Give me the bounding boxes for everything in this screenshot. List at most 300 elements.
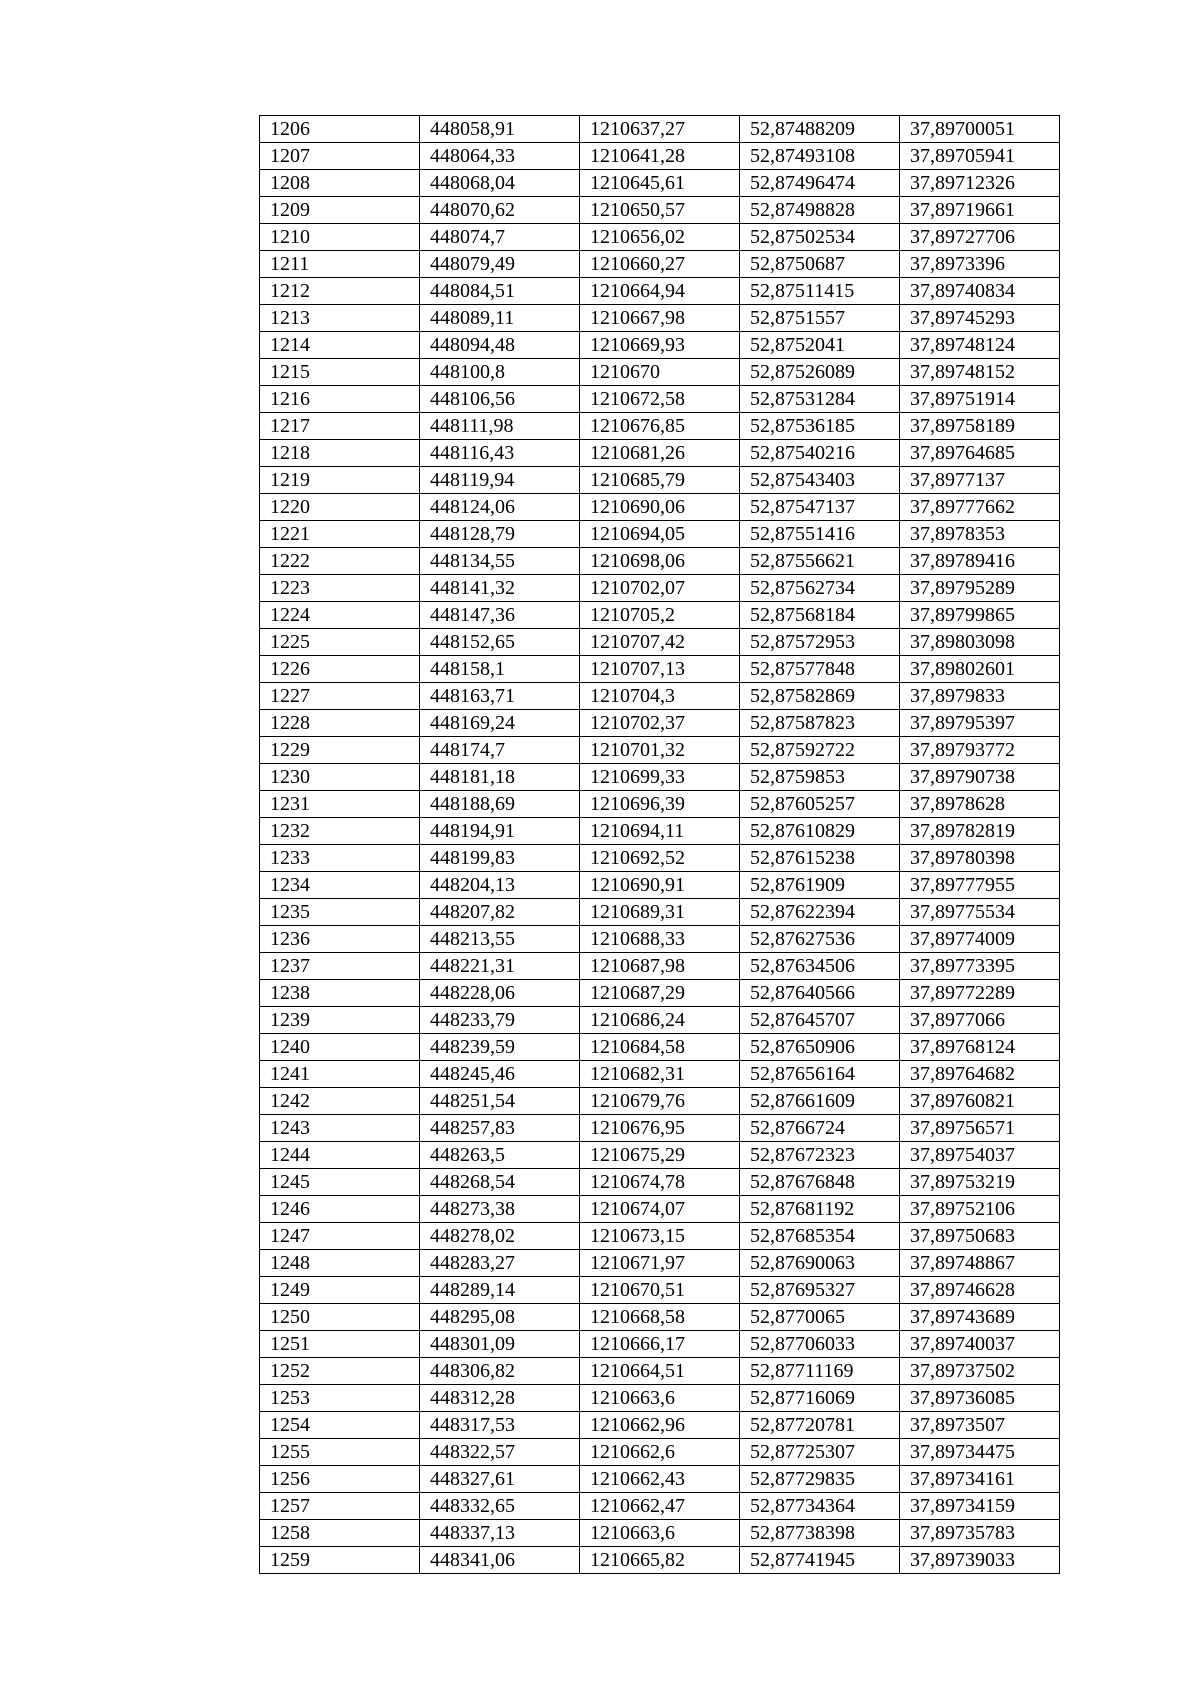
y-coordinate-cell: 1210707,13 xyxy=(580,656,740,683)
y-coordinate-cell: 1210684,58 xyxy=(580,1034,740,1061)
x-coordinate-cell: 448152,65 xyxy=(420,629,580,656)
point-number-cell: 1221 xyxy=(260,521,420,548)
y-coordinate-cell: 1210663,6 xyxy=(580,1520,740,1547)
longitude-cell: 37,89705941 xyxy=(900,143,1060,170)
point-number-cell: 1243 xyxy=(260,1115,420,1142)
latitude-cell: 52,87656164 xyxy=(740,1061,900,1088)
x-coordinate-cell: 448233,79 xyxy=(420,1007,580,1034)
point-number-cell: 1216 xyxy=(260,386,420,413)
longitude-cell: 37,89750683 xyxy=(900,1223,1060,1250)
point-number-cell: 1255 xyxy=(260,1439,420,1466)
y-coordinate-cell: 1210702,37 xyxy=(580,710,740,737)
x-coordinate-cell: 448337,13 xyxy=(420,1520,580,1547)
point-number-cell: 1247 xyxy=(260,1223,420,1250)
x-coordinate-cell: 448204,13 xyxy=(420,872,580,899)
longitude-cell: 37,89727706 xyxy=(900,224,1060,251)
table-row xyxy=(260,1412,1060,1439)
latitude-cell: 52,87592722 xyxy=(740,737,900,764)
point-number-cell: 1219 xyxy=(260,467,420,494)
point-number-cell: 1228 xyxy=(260,710,420,737)
point-number-cell: 1253 xyxy=(260,1385,420,1412)
y-coordinate-cell: 1210637,27 xyxy=(580,116,740,143)
latitude-cell: 52,87729835 xyxy=(740,1466,900,1493)
y-coordinate-cell: 1210662,6 xyxy=(580,1439,740,1466)
longitude-cell: 37,89739033 xyxy=(900,1547,1060,1574)
longitude-cell: 37,8977137 xyxy=(900,467,1060,494)
y-coordinate-cell: 1210705,2 xyxy=(580,602,740,629)
y-coordinate-cell: 1210641,28 xyxy=(580,143,740,170)
table-row xyxy=(260,521,1060,548)
longitude-cell: 37,89740834 xyxy=(900,278,1060,305)
latitude-cell: 52,87498828 xyxy=(740,197,900,224)
point-number-cell: 1218 xyxy=(260,440,420,467)
longitude-cell: 37,89760821 xyxy=(900,1088,1060,1115)
x-coordinate-cell: 448317,53 xyxy=(420,1412,580,1439)
point-number-cell: 1230 xyxy=(260,764,420,791)
longitude-cell: 37,89737502 xyxy=(900,1358,1060,1385)
latitude-cell: 52,87672323 xyxy=(740,1142,900,1169)
table-row xyxy=(260,1088,1060,1115)
point-number-cell: 1232 xyxy=(260,818,420,845)
x-coordinate-cell: 448273,38 xyxy=(420,1196,580,1223)
y-coordinate-cell: 1210667,98 xyxy=(580,305,740,332)
table-row xyxy=(260,440,1060,467)
table-row xyxy=(260,629,1060,656)
y-coordinate-cell: 1210676,85 xyxy=(580,413,740,440)
y-coordinate-cell: 1210698,06 xyxy=(580,548,740,575)
x-coordinate-cell: 448058,91 xyxy=(420,116,580,143)
y-coordinate-cell: 1210701,32 xyxy=(580,737,740,764)
point-number-cell: 1220 xyxy=(260,494,420,521)
latitude-cell: 52,87706033 xyxy=(740,1331,900,1358)
longitude-cell: 37,89782819 xyxy=(900,818,1060,845)
longitude-cell: 37,89772289 xyxy=(900,980,1060,1007)
x-coordinate-cell: 448228,06 xyxy=(420,980,580,1007)
point-number-cell: 1206 xyxy=(260,116,420,143)
x-coordinate-cell: 448141,32 xyxy=(420,575,580,602)
y-coordinate-cell: 1210668,58 xyxy=(580,1304,740,1331)
table-row xyxy=(260,818,1060,845)
latitude-cell: 52,87547137 xyxy=(740,494,900,521)
x-coordinate-cell: 448332,65 xyxy=(420,1493,580,1520)
point-number-cell: 1254 xyxy=(260,1412,420,1439)
y-coordinate-cell: 1210676,95 xyxy=(580,1115,740,1142)
longitude-cell: 37,8973396 xyxy=(900,251,1060,278)
y-coordinate-cell: 1210687,98 xyxy=(580,953,740,980)
table-row xyxy=(260,197,1060,224)
point-number-cell: 1207 xyxy=(260,143,420,170)
y-coordinate-cell: 1210656,02 xyxy=(580,224,740,251)
y-coordinate-cell: 1210690,91 xyxy=(580,872,740,899)
longitude-cell: 37,89790738 xyxy=(900,764,1060,791)
x-coordinate-cell: 448147,36 xyxy=(420,602,580,629)
longitude-cell: 37,8979833 xyxy=(900,683,1060,710)
y-coordinate-cell: 1210674,07 xyxy=(580,1196,740,1223)
point-number-cell: 1211 xyxy=(260,251,420,278)
longitude-cell: 37,89802601 xyxy=(900,656,1060,683)
point-number-cell: 1212 xyxy=(260,278,420,305)
longitude-cell: 37,89751914 xyxy=(900,386,1060,413)
table-row xyxy=(260,926,1060,953)
x-coordinate-cell: 448079,49 xyxy=(420,251,580,278)
table-row xyxy=(260,1331,1060,1358)
y-coordinate-cell: 1210675,29 xyxy=(580,1142,740,1169)
point-number-cell: 1238 xyxy=(260,980,420,1007)
x-coordinate-cell: 448134,55 xyxy=(420,548,580,575)
x-coordinate-cell: 448213,55 xyxy=(420,926,580,953)
y-coordinate-cell: 1210673,15 xyxy=(580,1223,740,1250)
latitude-cell: 52,87645707 xyxy=(740,1007,900,1034)
latitude-cell: 52,87720781 xyxy=(740,1412,900,1439)
latitude-cell: 52,87738398 xyxy=(740,1520,900,1547)
table-row xyxy=(260,386,1060,413)
table-row xyxy=(260,305,1060,332)
y-coordinate-cell: 1210687,29 xyxy=(580,980,740,1007)
latitude-cell: 52,87556621 xyxy=(740,548,900,575)
point-number-cell: 1251 xyxy=(260,1331,420,1358)
latitude-cell: 52,87695327 xyxy=(740,1277,900,1304)
latitude-cell: 52,87711169 xyxy=(740,1358,900,1385)
latitude-cell: 52,87531284 xyxy=(740,386,900,413)
table-row xyxy=(260,1196,1060,1223)
x-coordinate-cell: 448064,33 xyxy=(420,143,580,170)
x-coordinate-cell: 448094,48 xyxy=(420,332,580,359)
x-coordinate-cell: 448268,54 xyxy=(420,1169,580,1196)
latitude-cell: 52,87685354 xyxy=(740,1223,900,1250)
table-row xyxy=(260,413,1060,440)
longitude-cell: 37,89795397 xyxy=(900,710,1060,737)
latitude-cell: 52,87661609 xyxy=(740,1088,900,1115)
longitude-cell: 37,89736085 xyxy=(900,1385,1060,1412)
y-coordinate-cell: 1210645,61 xyxy=(580,170,740,197)
latitude-cell: 52,87587823 xyxy=(740,710,900,737)
table-row xyxy=(260,251,1060,278)
x-coordinate-cell: 448188,69 xyxy=(420,791,580,818)
y-coordinate-cell: 1210686,24 xyxy=(580,1007,740,1034)
latitude-cell: 52,87572953 xyxy=(740,629,900,656)
table-row xyxy=(260,1277,1060,1304)
y-coordinate-cell: 1210650,57 xyxy=(580,197,740,224)
y-coordinate-cell: 1210689,31 xyxy=(580,899,740,926)
table-row xyxy=(260,710,1060,737)
table-row xyxy=(260,1385,1060,1412)
longitude-cell: 37,89746628 xyxy=(900,1277,1060,1304)
table-row xyxy=(260,1304,1060,1331)
y-coordinate-cell: 1210662,96 xyxy=(580,1412,740,1439)
latitude-cell: 52,87734364 xyxy=(740,1493,900,1520)
y-coordinate-cell: 1210696,39 xyxy=(580,791,740,818)
y-coordinate-cell: 1210681,26 xyxy=(580,440,740,467)
x-coordinate-cell: 448084,51 xyxy=(420,278,580,305)
y-coordinate-cell: 1210685,79 xyxy=(580,467,740,494)
point-number-cell: 1231 xyxy=(260,791,420,818)
longitude-cell: 37,89754037 xyxy=(900,1142,1060,1169)
latitude-cell: 52,87615238 xyxy=(740,845,900,872)
longitude-cell: 37,8978628 xyxy=(900,791,1060,818)
point-number-cell: 1258 xyxy=(260,1520,420,1547)
x-coordinate-cell: 448074,7 xyxy=(420,224,580,251)
point-number-cell: 1256 xyxy=(260,1466,420,1493)
x-coordinate-cell: 448263,5 xyxy=(420,1142,580,1169)
table-row xyxy=(260,494,1060,521)
latitude-cell: 52,87568184 xyxy=(740,602,900,629)
longitude-cell: 37,89748867 xyxy=(900,1250,1060,1277)
table-row xyxy=(260,602,1060,629)
table-row xyxy=(260,1547,1060,1574)
y-coordinate-cell: 1210692,52 xyxy=(580,845,740,872)
point-number-cell: 1250 xyxy=(260,1304,420,1331)
longitude-cell: 37,89734161 xyxy=(900,1466,1060,1493)
y-coordinate-cell: 1210707,42 xyxy=(580,629,740,656)
longitude-cell: 37,8977066 xyxy=(900,1007,1060,1034)
latitude-cell: 52,8766724 xyxy=(740,1115,900,1142)
y-coordinate-cell: 1210679,76 xyxy=(580,1088,740,1115)
point-number-cell: 1259 xyxy=(260,1547,420,1574)
x-coordinate-cell: 448312,28 xyxy=(420,1385,580,1412)
longitude-cell: 37,8978353 xyxy=(900,521,1060,548)
longitude-cell: 37,89793772 xyxy=(900,737,1060,764)
x-coordinate-cell: 448306,82 xyxy=(420,1358,580,1385)
longitude-cell: 37,89789416 xyxy=(900,548,1060,575)
point-number-cell: 1214 xyxy=(260,332,420,359)
latitude-cell: 52,8770065 xyxy=(740,1304,900,1331)
latitude-cell: 52,87725307 xyxy=(740,1439,900,1466)
point-number-cell: 1241 xyxy=(260,1061,420,1088)
longitude-cell: 37,89743689 xyxy=(900,1304,1060,1331)
latitude-cell: 52,87488209 xyxy=(740,116,900,143)
y-coordinate-cell: 1210704,3 xyxy=(580,683,740,710)
point-number-cell: 1240 xyxy=(260,1034,420,1061)
point-number-cell: 1239 xyxy=(260,1007,420,1034)
longitude-cell: 37,89700051 xyxy=(900,116,1060,143)
x-coordinate-cell: 448070,62 xyxy=(420,197,580,224)
table-row xyxy=(260,170,1060,197)
table-row xyxy=(260,845,1060,872)
point-number-cell: 1209 xyxy=(260,197,420,224)
longitude-cell: 37,89735783 xyxy=(900,1520,1060,1547)
longitude-cell: 37,8973507 xyxy=(900,1412,1060,1439)
table-row xyxy=(260,1034,1060,1061)
x-coordinate-cell: 448322,57 xyxy=(420,1439,580,1466)
latitude-cell: 52,87493108 xyxy=(740,143,900,170)
latitude-cell: 52,87716069 xyxy=(740,1385,900,1412)
table-row xyxy=(260,1358,1060,1385)
x-coordinate-cell: 448089,11 xyxy=(420,305,580,332)
table-row xyxy=(260,1061,1060,1088)
latitude-cell: 52,87676848 xyxy=(740,1169,900,1196)
table-row xyxy=(260,1007,1060,1034)
y-coordinate-cell: 1210699,33 xyxy=(580,764,740,791)
longitude-cell: 37,89764682 xyxy=(900,1061,1060,1088)
longitude-cell: 37,89777662 xyxy=(900,494,1060,521)
table-row xyxy=(260,332,1060,359)
latitude-cell: 52,87582869 xyxy=(740,683,900,710)
x-coordinate-cell: 448158,1 xyxy=(420,656,580,683)
point-number-cell: 1234 xyxy=(260,872,420,899)
coordinates-table xyxy=(259,115,1060,1574)
y-coordinate-cell: 1210662,47 xyxy=(580,1493,740,1520)
table-row xyxy=(260,1250,1060,1277)
latitude-cell: 52,87540216 xyxy=(740,440,900,467)
latitude-cell: 52,87610829 xyxy=(740,818,900,845)
latitude-cell: 52,87605257 xyxy=(740,791,900,818)
point-number-cell: 1208 xyxy=(260,170,420,197)
table-row xyxy=(260,467,1060,494)
latitude-cell: 52,87551416 xyxy=(740,521,900,548)
point-number-cell: 1229 xyxy=(260,737,420,764)
point-number-cell: 1223 xyxy=(260,575,420,602)
y-coordinate-cell: 1210682,31 xyxy=(580,1061,740,1088)
longitude-cell: 37,89734159 xyxy=(900,1493,1060,1520)
x-coordinate-cell: 448251,54 xyxy=(420,1088,580,1115)
x-coordinate-cell: 448278,02 xyxy=(420,1223,580,1250)
point-number-cell: 1210 xyxy=(260,224,420,251)
y-coordinate-cell: 1210666,17 xyxy=(580,1331,740,1358)
latitude-cell: 52,87741945 xyxy=(740,1547,900,1574)
longitude-cell: 37,89740037 xyxy=(900,1331,1060,1358)
longitude-cell: 37,89748124 xyxy=(900,332,1060,359)
longitude-cell: 37,89758189 xyxy=(900,413,1060,440)
point-number-cell: 1224 xyxy=(260,602,420,629)
point-number-cell: 1213 xyxy=(260,305,420,332)
table-row xyxy=(260,359,1060,386)
x-coordinate-cell: 448169,24 xyxy=(420,710,580,737)
x-coordinate-cell: 448221,31 xyxy=(420,953,580,980)
point-number-cell: 1225 xyxy=(260,629,420,656)
x-coordinate-cell: 448124,06 xyxy=(420,494,580,521)
table-row xyxy=(260,1223,1060,1250)
coordinates-table-body xyxy=(260,116,1060,1574)
table-row xyxy=(260,764,1060,791)
longitude-cell: 37,89799865 xyxy=(900,602,1060,629)
table-row xyxy=(260,1142,1060,1169)
y-coordinate-cell: 1210672,58 xyxy=(580,386,740,413)
latitude-cell: 52,87526089 xyxy=(740,359,900,386)
longitude-cell: 37,89768124 xyxy=(900,1034,1060,1061)
point-number-cell: 1236 xyxy=(260,926,420,953)
y-coordinate-cell: 1210664,94 xyxy=(580,278,740,305)
point-number-cell: 1246 xyxy=(260,1196,420,1223)
point-number-cell: 1242 xyxy=(260,1088,420,1115)
x-coordinate-cell: 448289,14 xyxy=(420,1277,580,1304)
longitude-cell: 37,89752106 xyxy=(900,1196,1060,1223)
x-coordinate-cell: 448257,83 xyxy=(420,1115,580,1142)
point-number-cell: 1235 xyxy=(260,899,420,926)
x-coordinate-cell: 448181,18 xyxy=(420,764,580,791)
y-coordinate-cell: 1210670,51 xyxy=(580,1277,740,1304)
latitude-cell: 52,8751557 xyxy=(740,305,900,332)
x-coordinate-cell: 448116,43 xyxy=(420,440,580,467)
table-row xyxy=(260,980,1060,1007)
table-row xyxy=(260,548,1060,575)
table-row xyxy=(260,143,1060,170)
table-row xyxy=(260,1439,1060,1466)
table-row xyxy=(260,278,1060,305)
latitude-cell: 52,87622394 xyxy=(740,899,900,926)
y-coordinate-cell: 1210662,43 xyxy=(580,1466,740,1493)
x-coordinate-cell: 448119,94 xyxy=(420,467,580,494)
table-row xyxy=(260,683,1060,710)
y-coordinate-cell: 1210690,06 xyxy=(580,494,740,521)
y-coordinate-cell: 1210670 xyxy=(580,359,740,386)
y-coordinate-cell: 1210674,78 xyxy=(580,1169,740,1196)
latitude-cell: 52,87681192 xyxy=(740,1196,900,1223)
point-number-cell: 1233 xyxy=(260,845,420,872)
latitude-cell: 52,87650906 xyxy=(740,1034,900,1061)
longitude-cell: 37,89777955 xyxy=(900,872,1060,899)
x-coordinate-cell: 448301,09 xyxy=(420,1331,580,1358)
table-row xyxy=(260,1115,1060,1142)
latitude-cell: 52,87562734 xyxy=(740,575,900,602)
longitude-cell: 37,89780398 xyxy=(900,845,1060,872)
point-number-cell: 1227 xyxy=(260,683,420,710)
x-coordinate-cell: 448128,79 xyxy=(420,521,580,548)
point-number-cell: 1237 xyxy=(260,953,420,980)
point-number-cell: 1248 xyxy=(260,1250,420,1277)
latitude-cell: 52,87536185 xyxy=(740,413,900,440)
y-coordinate-cell: 1210663,6 xyxy=(580,1385,740,1412)
table-row xyxy=(260,872,1060,899)
y-coordinate-cell: 1210671,97 xyxy=(580,1250,740,1277)
latitude-cell: 52,87496474 xyxy=(740,170,900,197)
y-coordinate-cell: 1210688,33 xyxy=(580,926,740,953)
latitude-cell: 52,87502534 xyxy=(740,224,900,251)
longitude-cell: 37,89719661 xyxy=(900,197,1060,224)
y-coordinate-cell: 1210660,27 xyxy=(580,251,740,278)
point-number-cell: 1217 xyxy=(260,413,420,440)
table-row xyxy=(260,1169,1060,1196)
point-number-cell: 1252 xyxy=(260,1358,420,1385)
point-number-cell: 1249 xyxy=(260,1277,420,1304)
table-row xyxy=(260,953,1060,980)
x-coordinate-cell: 448163,71 xyxy=(420,683,580,710)
x-coordinate-cell: 448111,98 xyxy=(420,413,580,440)
latitude-cell: 52,87690063 xyxy=(740,1250,900,1277)
x-coordinate-cell: 448327,61 xyxy=(420,1466,580,1493)
longitude-cell: 37,89795289 xyxy=(900,575,1060,602)
longitude-cell: 37,89774009 xyxy=(900,926,1060,953)
table-row xyxy=(260,1520,1060,1547)
y-coordinate-cell: 1210702,07 xyxy=(580,575,740,602)
latitude-cell: 52,8752041 xyxy=(740,332,900,359)
point-number-cell: 1257 xyxy=(260,1493,420,1520)
longitude-cell: 37,89775534 xyxy=(900,899,1060,926)
longitude-cell: 37,89803098 xyxy=(900,629,1060,656)
latitude-cell: 52,87634506 xyxy=(740,953,900,980)
table-row xyxy=(260,656,1060,683)
longitude-cell: 37,89734475 xyxy=(900,1439,1060,1466)
table-row xyxy=(260,737,1060,764)
table-row xyxy=(260,224,1060,251)
point-number-cell: 1245 xyxy=(260,1169,420,1196)
table-row xyxy=(260,1466,1060,1493)
x-coordinate-cell: 448199,83 xyxy=(420,845,580,872)
latitude-cell: 52,87627536 xyxy=(740,926,900,953)
table-row xyxy=(260,899,1060,926)
longitude-cell: 37,89712326 xyxy=(900,170,1060,197)
longitude-cell: 37,89756571 xyxy=(900,1115,1060,1142)
longitude-cell: 37,89748152 xyxy=(900,359,1060,386)
longitude-cell: 37,89745293 xyxy=(900,305,1060,332)
x-coordinate-cell: 448100,8 xyxy=(420,359,580,386)
table-row xyxy=(260,116,1060,143)
x-coordinate-cell: 448174,7 xyxy=(420,737,580,764)
point-number-cell: 1244 xyxy=(260,1142,420,1169)
latitude-cell: 52,87577848 xyxy=(740,656,900,683)
table-row xyxy=(260,1493,1060,1520)
latitude-cell: 52,87640566 xyxy=(740,980,900,1007)
latitude-cell: 52,8750687 xyxy=(740,251,900,278)
